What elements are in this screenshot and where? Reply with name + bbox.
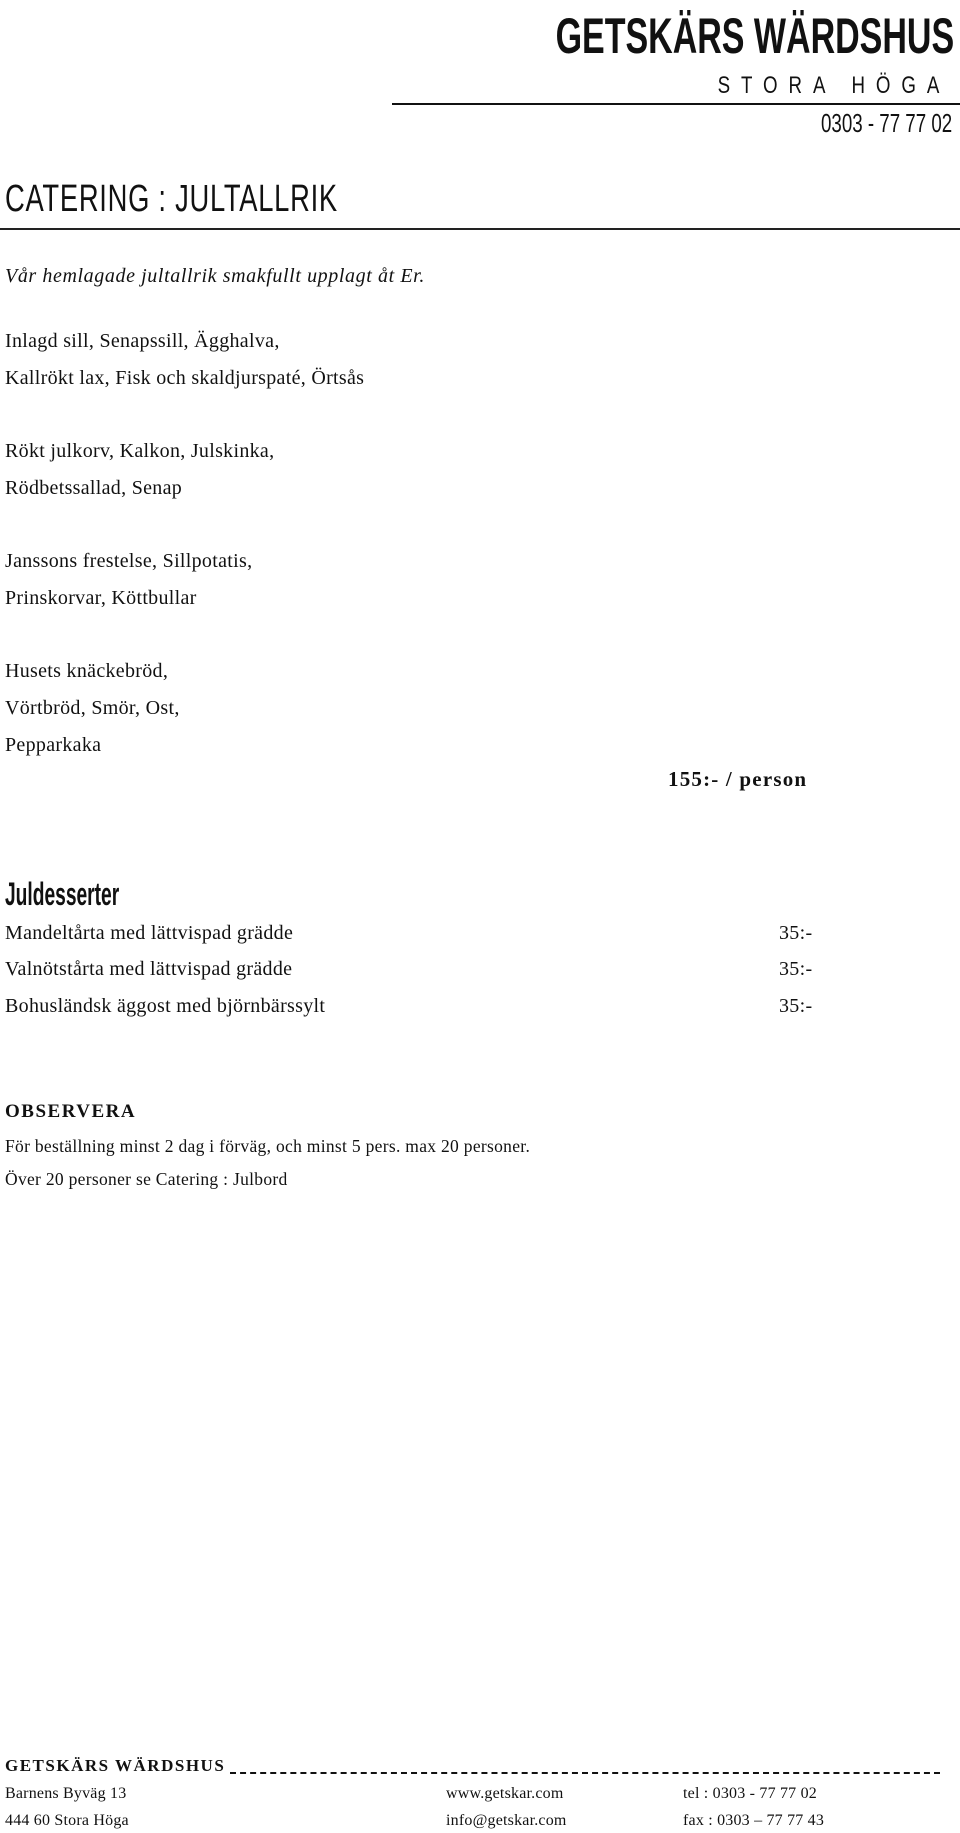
footer-brand: GETSKÄRS WÄRDSHUS — [5, 1756, 226, 1775]
footer-email-link[interactable]: info@getskar.com — [446, 1812, 567, 1829]
brand-location: STORA HÖGA — [717, 72, 950, 99]
footer-fax: fax : 0303 – 77 77 43 — [683, 1812, 825, 1829]
menu-line: Inlagd sill, Senapssill, Ägghalva, — [5, 330, 280, 352]
footer-address-city: 444 60 Stora Höga — [5, 1812, 129, 1829]
notice-line: För beställning minst 2 dag i förväg, och minst 5 pers. max 20 personer. — [5, 1136, 531, 1156]
jultallrik-price: 155:- / person — [668, 767, 808, 791]
dessert-row — [5, 958, 820, 986]
dessert-row — [5, 995, 820, 1023]
header-divider — [392, 103, 960, 105]
header-phone: 0303 - 77 77 02 — [820, 108, 952, 138]
footer-address-street: Barnens Byväg 13 — [5, 1785, 127, 1802]
dessert-name: Valnötstårta med lättvispad grädde — [5, 958, 293, 980]
menu-line: Prinskorvar, Köttbullar — [5, 587, 197, 609]
notice-heading: OBSERVERA — [5, 1101, 137, 1122]
dessert-name: Mandeltårta med lättvispad grädde — [5, 922, 294, 944]
footer-website-link[interactable]: www.getskar.com — [446, 1785, 564, 1802]
menu-line: Vörtbröd, Smör, Ost, — [5, 697, 180, 719]
brand-name: GETSKÄRS WÄRDSHUS — [555, 8, 954, 64]
desserts-heading: Juldesserter — [5, 876, 120, 912]
notice-line: Över 20 personer se Catering : Julbord — [5, 1169, 288, 1189]
brand-header — [368, 6, 954, 66]
menu-line: Rödbetssallad, Senap — [5, 477, 183, 499]
dessert-row — [5, 922, 820, 950]
intro-text: Vår hemlagade jultallrik smakfullt upplagt åt Er. — [5, 265, 425, 287]
page-title: CATERING : JULTALLRIK — [5, 178, 338, 220]
footer-divider — [230, 1772, 940, 1774]
dessert-price: 35:- — [779, 922, 813, 944]
menu-line: Kallrökt lax, Fisk och skaldjurspaté, Örtsås — [5, 367, 365, 389]
dessert-name: Bohusländsk äggost med björnbärssylt — [5, 995, 326, 1017]
dessert-price: 35:- — [779, 995, 813, 1017]
menu-line: Rökt julkorv, Kalkon, Julskinka, — [5, 440, 275, 462]
menu-line: Husets knäckebröd, — [5, 660, 169, 682]
title-divider — [0, 228, 960, 230]
menu-line: Pepparkaka — [5, 734, 102, 756]
dessert-price: 35:- — [779, 958, 813, 980]
menu-line: Janssons frestelse, Sillpotatis, — [5, 550, 253, 572]
footer-tel: tel : 0303 - 77 77 02 — [683, 1785, 817, 1802]
